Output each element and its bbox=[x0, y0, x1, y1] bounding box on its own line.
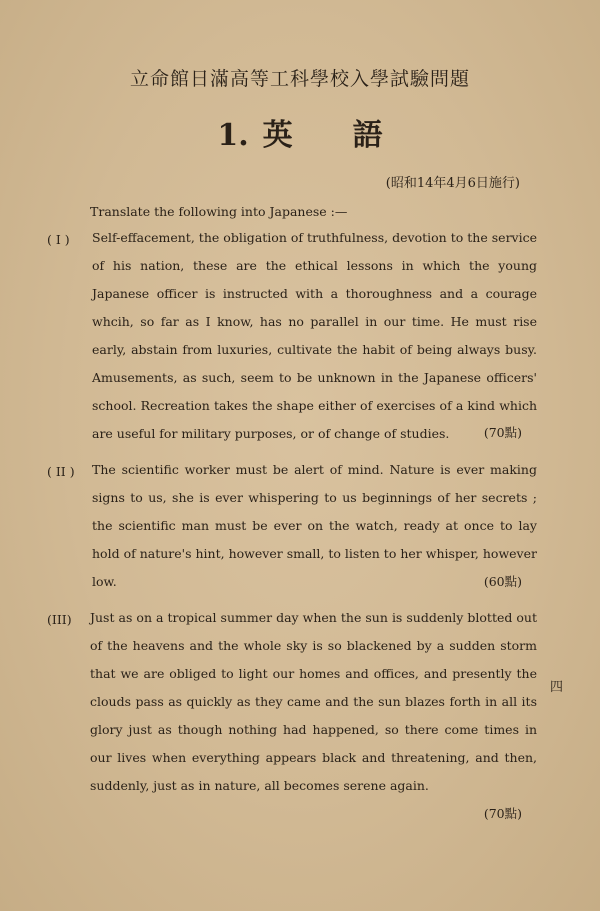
subject-heading bbox=[0, 110, 600, 154]
question-text: Just as on a tropical summer day when the sun is suddenly blotted out of the heavens and the whole sky is so blackened by a sudden storm that we are obliged to light our homes and offices, and presently the clouds pass as quickly as they came and the sun blazes forth in all its glory just as though nothing had happened, so there come times in our lives when everything appears black and threatening, and then, suddenly, just as in nature, all becomes serene again. bbox=[90, 610, 537, 793]
question-label: ( I ) bbox=[47, 232, 70, 247]
question-score: (60點) bbox=[483, 574, 522, 589]
institution-title: 立命館日滿高等工科學校入學試驗問題 bbox=[129, 68, 470, 90]
subject-number: 1. bbox=[217, 118, 249, 153]
exam-date: (昭和14年4月6日施行) bbox=[385, 176, 520, 191]
instruction-text: Translate the following into Japanese :— bbox=[90, 204, 348, 219]
question-label: ( II ) bbox=[47, 464, 75, 479]
page-number-mark: 四 bbox=[550, 680, 564, 695]
subject-char-1: 英 bbox=[262, 118, 293, 153]
subject-char-2: 語 bbox=[352, 118, 383, 153]
question-score: (70點) bbox=[483, 425, 522, 440]
question-text: The scientific worker must be alert of mind. Nature is ever making signs to us, she is ever whispering to us beginnings of her secrets ; the scientific man must be ever on the watch, ready at once to lay hold of nature's hint, however small, to listen to her whisper, however low. bbox=[92, 462, 537, 589]
question-text: Self-effacement, the obligation of truthfulness, devotion to the service of his nation, these are the ethical lessons in which the young Japanese officer is instructed with a thoroughness and a courage whcih, so far as I know, has no parallel in our time. He must rise early, abstain from luxuries, cultivate the habit of being always busy. Amusements, as such, seem to be unknown in the Japanese officers' school. Recreation takes the shape either of exercises of a kind which are useful for military purposes, or of change of studies. bbox=[92, 230, 537, 441]
question-score: (70點) bbox=[483, 806, 522, 821]
question-label: (III) bbox=[47, 612, 72, 627]
